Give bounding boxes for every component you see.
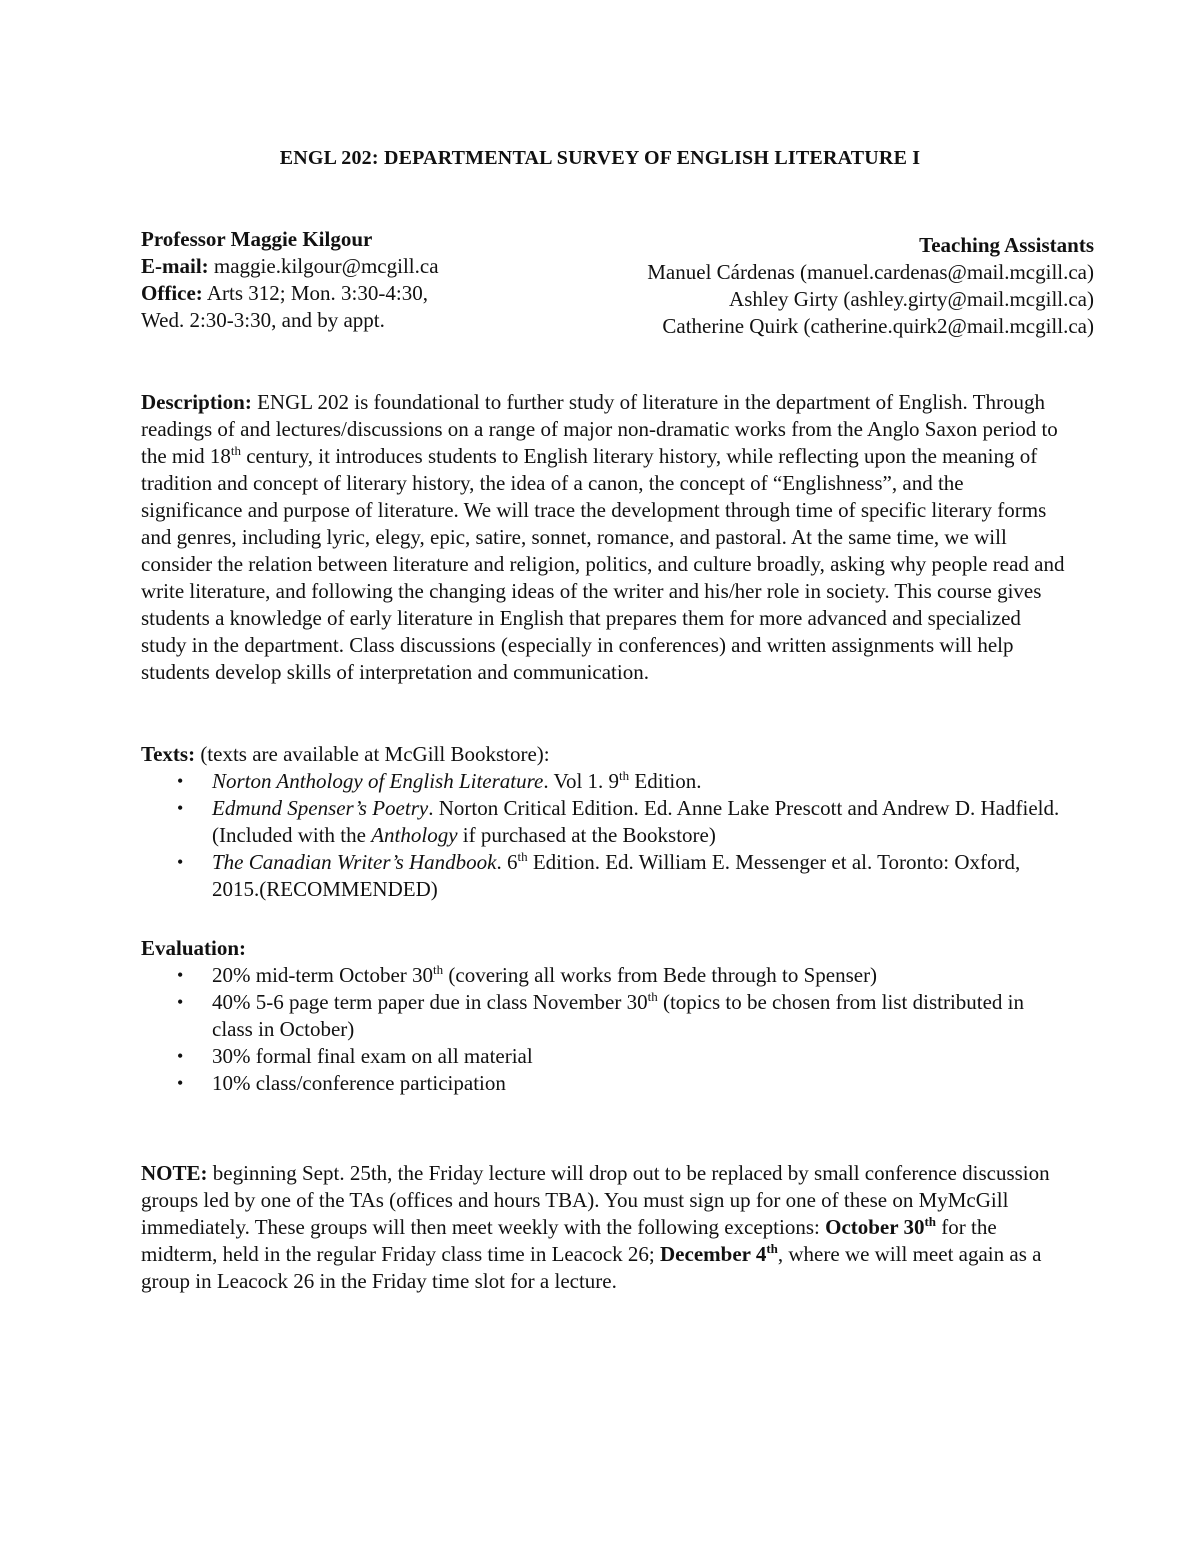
description-text-continued: century, it introduces students to English literary history, while reflecting upon the meaning of tradition and concept of literary history, the idea of a canon, the concept of “Englishness”, and the significance and purpose of literature. We will trace the development through time of specific literary forms and genres, including lyric, elegy, epic, satire, sonnet, romance, and pastoral. At the same time, we will consider the relation between literature and religion, politics, and culture broadly, asking why people read and write literature, and following the changing ideas of the writer and his/her role in society. This course gives students a knowledge of early literature in English that prepares them for more advanced and specialized study in the department. Class discussions (especially in conferences) and written assignments will help students develop skills of interpretation and communication. [141, 444, 1065, 684]
professor-office-hours-continued: Wed. 2:30-3:30, and by appt. [141, 308, 385, 332]
note-date-december: December 4 [660, 1242, 767, 1266]
list-item [141, 768, 1066, 795]
texts-heading [141, 741, 1066, 768]
list-item [141, 962, 1066, 989]
evaluation-item-text: 30% formal final exam on all material [212, 1044, 533, 1068]
superscript: th [619, 768, 630, 783]
book-details: . 6 [496, 850, 518, 874]
note-text-end: , where we will meet again as a group in Leacock 26 in the Friday time slot for a lecture. [141, 1242, 1042, 1293]
ta-entry: Manuel Cárdenas (manuel.cardenas@mail.mcgill.ca) [647, 260, 1094, 284]
book-title-inline: Anthology [371, 823, 458, 847]
bullet-icon: • [177, 771, 184, 791]
email-label: E-mail: [141, 254, 209, 278]
evaluation-section [141, 935, 1066, 1097]
description-text: ENGL 202 is foundational to further study of literature in the department of English. Through readings of and lectures/discussions on a range of major non-dramatic works from the Anglo Saxon period to the mid 18 [141, 390, 1058, 468]
note-section [141, 1160, 1066, 1295]
bullet-icon: • [177, 992, 184, 1012]
bullet-icon: • [177, 1046, 184, 1066]
superscript: th [517, 849, 528, 864]
professor-info [141, 226, 581, 334]
ta-entry: Catherine Quirk (catherine.quirk2@mail.mcgill.ca) [662, 314, 1094, 338]
professor-office-hours: Arts 312; Mon. 3:30-4:30, [202, 281, 428, 305]
professor-office-line [141, 280, 581, 307]
evaluation-item-text-continued: (covering all works from Bede through to Spenser) [443, 963, 878, 987]
ta-entry: Ashley Girty (ashley.girty@mail.mcgill.ca) [729, 287, 1094, 311]
description-label: Description: [141, 390, 252, 414]
book-details-continued: if purchased at the Bookstore) [457, 823, 716, 847]
evaluation-item-text: 20% mid-term October 30 [212, 963, 434, 987]
bullet-icon: • [177, 1073, 184, 1093]
superscript: th [647, 989, 658, 1004]
superscript: th [766, 1241, 778, 1256]
book-title: Norton Anthology of English Literature [212, 769, 544, 793]
professor-name: Professor Maggie Kilgour [141, 227, 373, 251]
ta-heading: Teaching Assistants [919, 233, 1094, 257]
superscript: th [924, 1214, 937, 1229]
note-date-midterm: October 30 [825, 1215, 925, 1239]
book-details-continued: Edition. Ed. William E. Messenger et al. Toronto: Oxford, 2015.(RECOMMENDED) [212, 850, 1021, 901]
bullet-icon: • [177, 798, 184, 818]
list-item [141, 849, 1066, 903]
bullet-icon: • [177, 965, 184, 985]
note-text: beginning Sept. 25th, the Friday lecture will drop out to be replaced by small conference discussion groups led by one of the TAs (offices and hours TBA). You must sign up for one of these on MyMcGill immediately. These groups will then meet weekly with the following exceptions: [141, 1161, 1050, 1239]
evaluation-item-text: 10% class/conference participation [212, 1071, 506, 1095]
evaluation-item-text: 40% 5-6 page term paper due in class November 30 [212, 990, 648, 1014]
teaching-assistants [534, 232, 1094, 340]
texts-label: Texts: [141, 742, 196, 766]
superscript: th [230, 443, 241, 458]
book-title: Edmund Spenser’s Poetry [212, 796, 429, 820]
evaluation-label: Evaluation: [141, 936, 247, 960]
superscript: th [433, 962, 444, 977]
page-title: ENGL 202: DEPARTMENTAL SURVEY OF ENGLISH LITERATURE I [279, 147, 921, 169]
book-details: . Norton Critical Edition. Ed. Anne Lake Prescott and Andrew D. Hadfield. (Included with the [212, 796, 1060, 847]
texts-intro: (texts are available at McGill Bookstore): [195, 742, 550, 766]
book-title: The Canadian Writer’s Handbook [212, 850, 497, 874]
evaluation-list [141, 962, 1066, 1097]
office-label: Office: [141, 281, 203, 305]
evaluation-item-text-continued: (topics to be chosen from list distributed in class in October) [212, 990, 1025, 1041]
professor-email: maggie.kilgour@mcgill.ca [208, 254, 439, 278]
professor-email-line [141, 253, 581, 280]
book-details-continued: Edition. [629, 769, 702, 793]
list-item [141, 1070, 1066, 1097]
list-item [141, 1043, 1066, 1070]
note-text-continued: for the midterm, held in the regular Friday class time in Leacock 26; [141, 1215, 997, 1266]
note-label: NOTE: [141, 1161, 208, 1185]
list-item [141, 989, 1066, 1043]
list-item [141, 795, 1066, 849]
bullet-icon: • [177, 852, 184, 872]
description-section [141, 389, 1066, 686]
texts-list [141, 768, 1066, 903]
texts-section [141, 741, 1066, 903]
book-details: . Vol 1. 9 [543, 769, 620, 793]
